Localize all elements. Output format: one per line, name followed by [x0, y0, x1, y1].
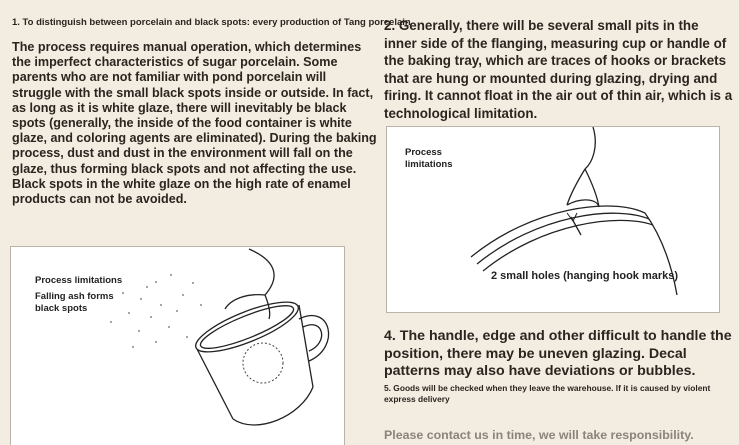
section4-body: 4. The handle, edge and other difficult to handle the position, there may be uneven glazing. Decal patterns may also have deviations or bubbles. [384, 328, 732, 379]
diagram-label-sub: Falling ash forms black spots [35, 291, 114, 314]
hook-illustration [387, 127, 719, 312]
section2-body: 2. Generally, there will be several small pits in the inner side of the flanging, measuring cup or handle of the baking tray, which are traces of hooks or brackets that are hung or mounted during glazing, drying and firing. It cannot float in the air out of thin air, which is a technological limitation. [384, 18, 733, 121]
section1-body: The process requires manual operation, which determines the imperfect characteristics of sugar porcelain. Some parents who are not familiar with pond porcelain will struggle with the small black spots inside or outside. In fact, as long as it is white glaze, there will inevitably be black spots (generally, the inside of the food container is white glaze, and coloring agents are eliminated). During the baking process, dust and dust in the environment will fall on the glaze, thus forming black spots and not affecting the use. Black spots in the white glaze on the high rate of enamel products can not be avoided. [12, 40, 377, 207]
contact-notice: Please contact us in time, we will take responsibility. [384, 428, 694, 442]
hook-marks-diagram [386, 126, 720, 313]
diagram-label-title: Process limitations [35, 275, 123, 286]
hook-marks-callout: 2 small holes (hanging hook marks) [491, 270, 679, 282]
section1-heading: 1. To distinguish between porcelain and black spots: every production of Tang porcelain [12, 17, 411, 28]
black-spots-diagram [10, 246, 345, 445]
mug-illustration [11, 247, 344, 445]
section5-body: 5. Goods will be checked when they leave the warehouse. If it is caused by violent express delivery [384, 383, 711, 404]
diagram2-label-title: Process limitations [405, 147, 453, 170]
